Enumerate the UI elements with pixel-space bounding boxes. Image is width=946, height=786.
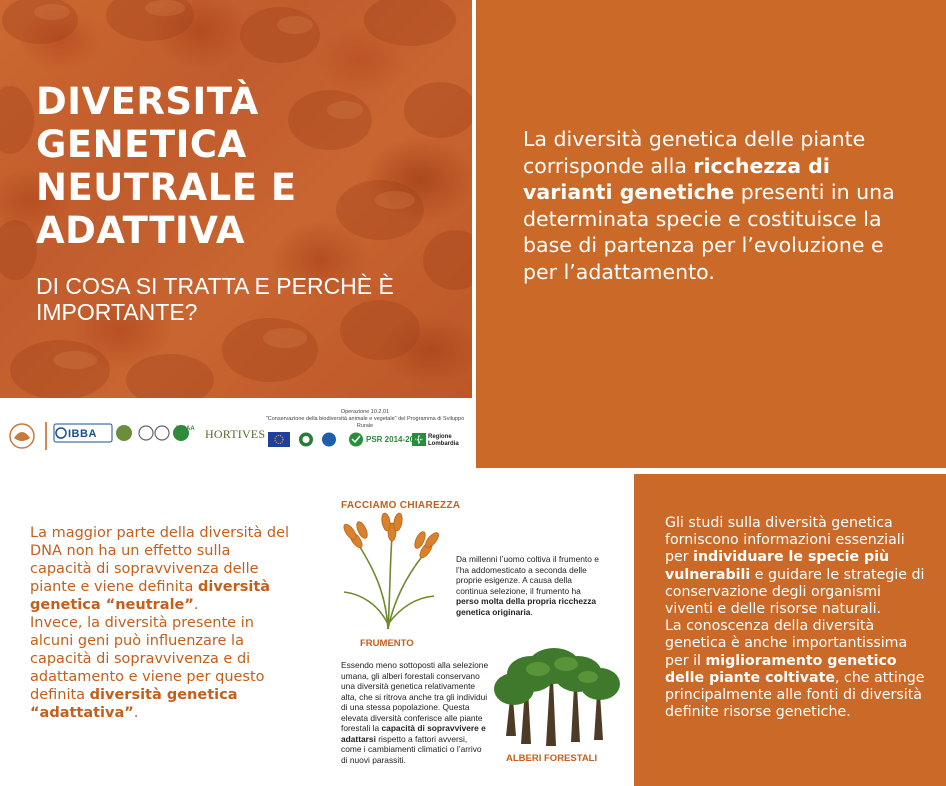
hortives-logo-text: HORTIVES [205, 427, 266, 441]
definition-text-part: La diversità genetica delle piante corrisponde alla [523, 127, 866, 178]
text-part: . [530, 606, 533, 617]
project-logo-icon [10, 424, 34, 448]
text-part: rispetto a fattori avversi, come i cambiamenti climatici o l’arrivo di nuovi parassiti. [341, 733, 482, 765]
wheat-label: FRUMENTO [360, 638, 414, 649]
importance-text [665, 515, 927, 721]
neutral-adaptive-panel [0, 474, 315, 786]
importance-panel [634, 474, 946, 786]
infographic-heading: FACCIAMO CHIAREZZA [341, 500, 461, 511]
disaa-logo-text: DISAA [176, 426, 195, 432]
title-panel [0, 0, 472, 398]
definition-panel [476, 0, 946, 468]
neutral-adaptive-text [30, 524, 292, 722]
infographic-panel [316, 474, 632, 786]
adaptive-highlight: diversità genetica “adattativa” [30, 687, 238, 721]
trees-paragraph [341, 660, 489, 765]
page-title [36, 80, 297, 252]
text-part: Invece, la diversità presente in alcuni geni può influenzare la capacità di sopravvivenza e di adattamento e viene per questo definita [30, 615, 265, 703]
psr-logo-text: PSR 2014-2020 [366, 435, 423, 444]
text-part: Da millenni l’uomo coltiva il frumento e l’ha addomesticato a seconda delle proprie esigenze. A causa della continua selezione, il frumento ha [456, 554, 599, 596]
definition-text-part: presenti in una determinata specie e costituisce la base di partenza per l’evoluzione e per l’adattamento. [523, 180, 895, 284]
text-part: La conoscenza della diversità genetica è anche importantissima per il [665, 618, 908, 669]
text-part: . [193, 597, 199, 613]
title-line-2: GENETICA [36, 123, 247, 166]
operation-line-2: "Conservazione della biodiversità animale e vegetale" del Programma di Sviluppo Rurale [265, 416, 465, 429]
text-part: . [133, 705, 139, 721]
trees-label: ALBERI FORESTALI [506, 753, 598, 764]
subtitle: DI COSA SI TRATTA E PERCHÈ È IMPORTANTE? [36, 273, 394, 325]
text-part: e guidare le strategie di conservazione degli organismi viventi e delle risorse naturali. [665, 566, 925, 618]
operation-line-1: Operazione 10.2.01 [340, 409, 390, 415]
breeding-highlight: miglioramento genetico delle piante coltivate [665, 652, 897, 686]
text-part: La maggior parte della diversità del DNA non ha un effetto sulla capacità di sopravvivenza delle piante e viene definita [30, 525, 290, 595]
trees-highlight: capacità di sopravvivere e adattarsi [341, 723, 486, 744]
operation-caption [260, 409, 470, 430]
eu-flag-icon [268, 432, 290, 447]
psr-logo-icon [349, 433, 363, 447]
text-part: , che attinge principalmente alle fonti di diversità definite risorse genetiche. [665, 669, 925, 721]
regione-lombardia-text: Regione Lombardia [428, 434, 459, 447]
forest-trees-icon [494, 648, 620, 746]
masaf-logo-icon [322, 433, 336, 447]
wheat-icon [342, 512, 441, 629]
university-logo-icon [116, 425, 169, 441]
text-part: Essendo meno sottoposti alla selezione umana, gli alberi forestali conservano una diversità genetica relativamente alta, che si ritrova anche tra gli individui di una stessa popolazione. Questa elevata diversità conferisce alle piante forestali la [341, 660, 489, 733]
neutral-highlight: diversità genetica “neutrale” [30, 579, 271, 613]
definition-text [523, 126, 903, 285]
title-line-1: DIVERSITÀ [36, 80, 259, 123]
title-line-4: ADATTIVA [36, 209, 245, 252]
text-part: Gli studi sulla diversità genetica forniscono informazioni essenziali per [665, 515, 905, 566]
wheat-paragraph [456, 554, 604, 617]
ibba-logo-text: IBBA [68, 428, 97, 440]
title-line-3: NEUTRALE E [36, 166, 297, 209]
vulnerable-species-highlight: individuare le specie più vulnerabili [665, 549, 890, 583]
definition-highlight: ricchezza di varianti genetiche [523, 153, 830, 204]
italy-emblem-icon [299, 433, 313, 447]
wheat-highlight: perso molta della propria ricchezza genetica originaria [456, 596, 597, 617]
